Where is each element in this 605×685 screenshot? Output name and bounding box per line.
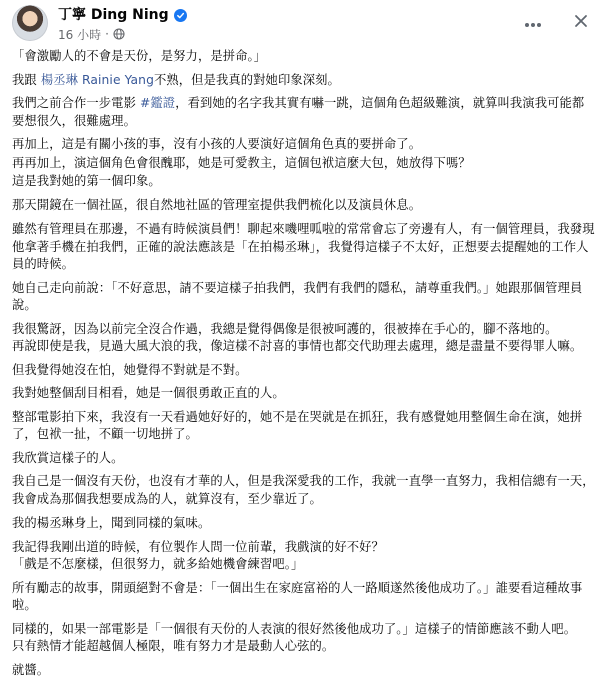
post-paragraph: [12, 173, 596, 191]
hashtag-link[interactable]: #鑑證: [139, 96, 176, 110]
post-paragraph: [12, 450, 596, 468]
post-paragraph: [12, 580, 596, 615]
paragraph-text: 再說即使是我，見過大風大浪的我，像這樣不討喜的事情也都交代助理去處理，總是盡量不要得罪人嘛。: [12, 339, 583, 353]
post-paragraph: [12, 662, 596, 680]
post-paragraph: [12, 72, 596, 90]
post-paragraph: [12, 321, 596, 356]
post-paragraph: [12, 95, 596, 130]
post-paragraph: [12, 409, 596, 444]
paragraph-text: 我很驚訝，因為以前完全沒合作過，我總是覺得偶像是很被呵護的，很被捧在手心的，腳不落地的。: [12, 321, 558, 336]
close-icon: [574, 13, 588, 32]
paragraph-text: 但我覺得她沒在怕，她覺得不對就是不對。: [12, 362, 248, 377]
post-paragraph: [12, 221, 596, 274]
paragraph-text: 我自己是一個沒有天份，也沒有才華的人，但是我深愛我的工作，我就一直學一直努力，我相信總有一天，我會成為那個我想要成為的人，就算沒有，至少靠近了。: [12, 474, 595, 506]
paragraph-text: 我對她整個刮目相看，她是一個很勇敢正直的人。: [12, 386, 285, 400]
author-avatar[interactable]: [12, 5, 48, 41]
post-paragraph: [12, 621, 596, 656]
paragraph-text: 所有勵志的故事，開頭絕對不會是：「一個出生在家庭富裕的人一路順遂然後他成功了。」誰要看這種故事啦。: [12, 580, 583, 612]
post-paragraph: [12, 280, 596, 315]
author-name[interactable]: 丁寧 Ding Ning: [58, 7, 169, 23]
globe-icon: [113, 28, 125, 40]
paragraph-text: 雖然有管理員在那邊，不過有時候演員們！聊起來嘰哩呱啦的常常會忘了旁邊有人，有一個管理員，我發現他拿著手機在拍我們，正確的說法應該是「在拍楊丞琳」，我覺得這樣子不太好，正想要去提醒她的工作人員的時候。: [12, 222, 595, 271]
paragraph-text: 就醬。: [12, 662, 50, 677]
post-paragraph: [12, 385, 596, 403]
paragraph-text: 再再加上，演這個角色會很醜耶，她是可愛教主，這個包袱這麼大包，她放得下嗎？: [12, 155, 471, 170]
paragraph-text: 「會激勵人的不會是天份，是努力，是拼命。」: [12, 49, 267, 63]
post-header: [0, 0, 605, 48]
paragraph-text: 我欣賞這樣子的人。: [12, 450, 124, 465]
paragraph-text: ，看到她的名字我其實有嚇一跳，這個角色超級難演，就算叫我演我可能都要想很久，很難處理。: [12, 96, 585, 128]
more-horizontal-icon: [524, 13, 542, 32]
paragraph-text: 不熟，但是我真的對她印象深刻。: [153, 72, 340, 87]
paragraph-text: 整部電影拍下來，我沒有一天看過她好好的，她不是在哭就是在抓狂，我有感覺她用整個生命在演，她拼了，包袱一扯，不顧一切地拼了。: [12, 409, 583, 441]
paragraph-text: 這是我對她的第一個印象。: [12, 174, 161, 188]
paragraph-text: 再加上，這是有關小孩的事，沒有小孩的人要演好這個角色真的要拼命了。: [12, 137, 422, 151]
post-paragraph: [12, 515, 596, 533]
paragraph-text: 我記得我剛出道的時候，有位製作人問一位前輩，我戲演的好不好？: [12, 539, 384, 554]
paragraph-text: 「戲是不怎麼樣，但很努力，就多給她機會練習吧。」: [12, 557, 304, 571]
mention-link[interactable]: 楊丞琳 Rainie Yang: [40, 72, 154, 87]
paragraph-text: 只有熱情才能超越個人極限，唯有努力才是最動人心弦的。: [12, 639, 335, 653]
post-paragraph: [12, 362, 596, 380]
author-name-row: [58, 6, 187, 25]
paragraph-text: 我跟: [12, 72, 41, 87]
post-paragraph: [12, 539, 596, 574]
post-meta: [58, 26, 125, 42]
post-paragraph: [12, 155, 596, 173]
paragraph-text: 她自己走向前說：「不好意思，請不要這樣子拍我們，我們有我們的隱私，請尊重我們。」她跟那個管理員說。: [12, 280, 583, 312]
post-paragraph: [12, 48, 596, 66]
paragraph-text: 那天開鏡在一個社區，很自然地社區的管理室提供我們梳化以及演員休息。: [12, 197, 422, 212]
more-options-button[interactable]: [521, 10, 545, 34]
post-paragraph: [12, 136, 596, 154]
meta-separator: ·: [105, 27, 109, 41]
post-paragraph: [12, 473, 596, 508]
paragraph-text: 我的楊丞琳身上，聞到同樣的氣味。: [12, 516, 211, 530]
post-body: [12, 48, 596, 685]
post-paragraph: [12, 197, 596, 215]
verified-badge-icon: [174, 9, 187, 22]
close-button[interactable]: [568, 9, 594, 35]
paragraph-text: 同樣的，如果一部電影是「一個很有天份的人表演的很好然後他成功了。」這樣子的情節應該不動人吧。: [12, 621, 577, 636]
paragraph-text: 我們之前合作一步電影: [12, 96, 140, 110]
post-timestamp[interactable]: 16 小時: [58, 27, 102, 42]
